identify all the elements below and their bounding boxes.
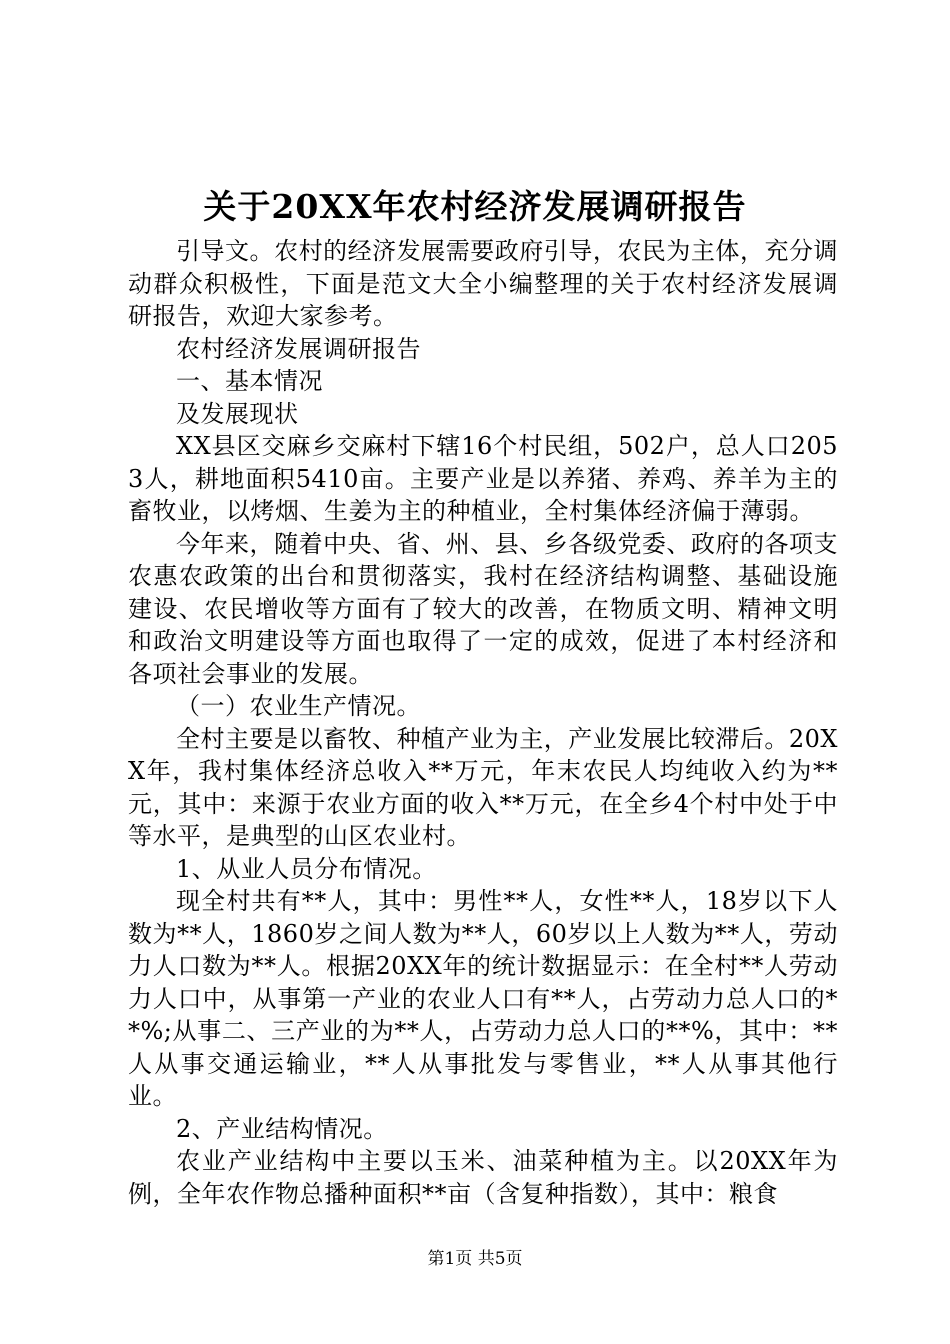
- paragraph-intro: 引导文。农村的经济发展需要政府引导，农民为主体，充分调动群众积极性，下面是范文大全小编整理的关于农村经济发展调研报告，欢迎大家参考。: [128, 237, 838, 330]
- document-body: [128, 235, 838, 1210]
- paragraph-policy: 今年来，随着中央、省、州、县、乡各级党委、政府的各项支农惠农政策的出台和贯彻落实，我村在经济结构调整、基础设施建设、农民增收等方面有了较大的改善，在物质文明、精神文明和政治文明建设等方面也取得了一定的成效，促进了本村经济和各项社会事业的发展。: [128, 529, 838, 688]
- page-footer: 第1页 共5页: [427, 1249, 523, 1269]
- section-heading-industry: 2、产业结构情况。: [176, 1114, 388, 1143]
- section-heading-status: 及发展现状: [176, 399, 299, 428]
- paragraph-employment: 现全村共有**人，其中：男性**人，女性**人，18岁以下人数为**人，1860岁之间人数为**人，60岁以上人数为**人，劳动力人口数为**人。根据20XX年的统计数据显示：在全村**人劳动力人口中，从事第一产业的农业人口有**人，占劳动力总人口的**%;从事二、三产业的为**人，占劳动力总人口的**%，其中：**人从事交通运输业，**人从事批发与零售业，**人从事其他行业。: [128, 887, 838, 1110]
- section-heading-agriculture: （一）农业生产情况。: [176, 692, 421, 720]
- paragraph-village-overview: XX县区交麻乡交麻村下辖16个村民组，502户，总人口2053人，耕地面积5410亩。主要产业是以养猪、养鸡、养羊为主的畜牧业，以烤烟、生姜为主的种植业，全村集体经济偏于薄弱。: [128, 432, 838, 525]
- section-heading-basic: 一、基本情况: [176, 367, 323, 395]
- section-heading-employment: 1、从业人员分布情况。: [176, 854, 437, 883]
- paragraph-agriculture: 全村主要是以畜牧、种植产业为主，产业发展比较滞后。20XX年，我村集体经济总收入**万元，年末农民人均纯收入约为**元，其中：来源于农业方面的收入**万元，在全乡4个村中处于中等水平，是典型的山区农业村。: [128, 724, 838, 850]
- paragraph-industry: 农业产业结构中主要以玉米、油菜种植为主。以20XX年为例，全年农作物总播种面积**亩（含复种指数），其中：粮食: [128, 1147, 838, 1208]
- paragraph-subtitle: 农村经济发展调研报告: [176, 334, 421, 363]
- document-title: 关于20XX年农村经济发展调研报告: [203, 187, 747, 226]
